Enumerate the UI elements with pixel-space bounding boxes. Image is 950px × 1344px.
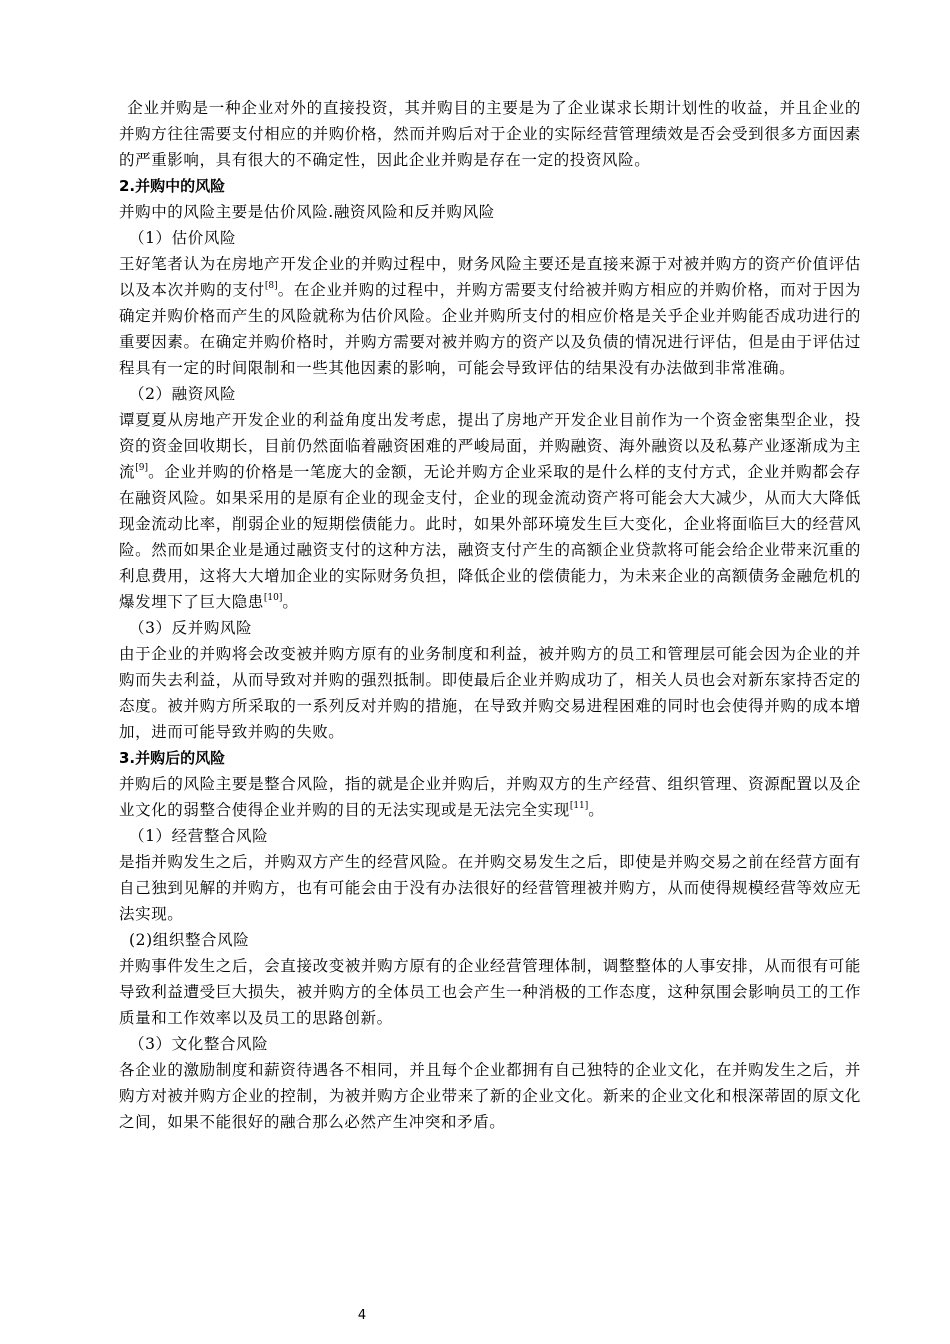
paragraph-during-merger-summary <box>119 199 861 225</box>
section-heading-during-merger: 2.并购中的风险 <box>119 177 226 195</box>
paragraph-organization-integration-risk <box>119 953 861 1031</box>
paragraph-text: 。 <box>282 593 299 611</box>
subheading-organization-integration-risk: (2)组织整合风险 <box>129 931 250 949</box>
subheading-financing-risk: （2）融资风险 <box>129 385 237 403</box>
paragraph-text: 各企业的激励制度和薪资待遇各不相同，并且每个企业都拥有自己独特的企业文化，在并购发生之后，并购方对被并购方企业的控制，为被并购方企业带来了新的企业文化。新来的企业文化和根深蒂固的原文化之间，如果不能很好的融合那么必然产生冲突和矛盾。 <box>119 1061 861 1131</box>
section-heading-post-merger: 3.并购后的风险 <box>119 749 226 767</box>
paragraph-text: 。在企业并购的过程中，并购方需要支付给被并购方相应的并购价格，而对于因为确定并购价格而产生的风险就称为估价风险。企业并购所支付的相应价格是关乎企业并购能否成功进行的重要因素。在确定并购价格时，并购方需要对被并购方的资产以及负债的情况进行评估，但是由于评估过程具有一定的时间限制和一些其他因素的影响，可能会导致评估的结果没有办法做到非常准确。 <box>119 281 861 377</box>
paragraph-intro-text: 企业并购是一种企业对外的直接投资，其并购目的主要是为了企业谋求长期计划性的收益，并且企业的并购方往往需要支付相应的并购价格，然而并购后对于企业的实际经营管理绩效是否会受到很多方面因素的严重影响，具有很大的不确定性，因此企业并购是存在一定的投资风险。 <box>119 99 861 169</box>
paragraph-text: 并购中的风险主要是估价风险.融资风险和反并购风险 <box>119 203 495 221</box>
citation-ref: [9] <box>135 463 148 473</box>
paragraph-text: 。 <box>588 801 605 819</box>
paragraph-text: 谭夏夏从房地产开发企业的利益角度出发考虑，提出了房地产开发企业目前作为一个资金密集型企业，投资的资金回收期长，目前仍然面临着融资困难的严峻局面，并购融资、海外融资以及私募产业逐渐成为主流 <box>119 411 861 481</box>
subheading-valuation-risk: （1）估价风险 <box>129 229 237 247</box>
paragraph-financing-risk <box>119 407 861 615</box>
subheading-anti-merger-risk: （3）反并购风险 <box>129 619 253 637</box>
paragraph-anti-merger-risk <box>119 641 861 745</box>
citation-ref: [10] <box>263 593 283 603</box>
paragraph-text: 是指并购发生之后，并购双方产生的经营风险。在并购交易发生之后，即使是并购交易之前在经营方面有自己独到见解的并购方，也有可能会由于没有办法很好的经营管理被并购方，从而使得规模经营等效应无法实现。 <box>119 853 861 923</box>
citation-ref: [11] <box>569 801 589 811</box>
paragraph-valuation-risk <box>119 251 861 381</box>
citation-ref: [8] <box>264 281 278 291</box>
paragraph-operation-integration-risk <box>119 849 861 927</box>
paragraph-culture-integration-risk <box>119 1057 861 1135</box>
paragraph-text: 并购事件发生之后，会直接改变被并购方原有的企业经营管理体制，调整整体的人事安排，从而很有可能导致利益遭受巨大损失，被并购方的全体员工也会产生一种消极的工作态度，这种氛围会影响员工的工作质量和工作效率以及员工的思路创新。 <box>119 957 861 1027</box>
paragraph-post-merger-summary <box>119 771 861 823</box>
document-body <box>119 95 861 1135</box>
paragraph-text: 并购后的风险主要是整合风险，指的就是企业并购后，并购双方的生产经营、组织管理、资源配置以及企业文化的弱整合使得企业并购的目的无法实现或是无法完全实现 <box>119 775 861 819</box>
subheading-culture-integration-risk: （3）文化整合风险 <box>129 1035 269 1053</box>
paragraph-text: 王好笔者认为在房地产开发企业的并购过程中，财务风险主要还是直接来源于对被并购方的资产价值评估以及本次并购的支付 <box>119 255 861 299</box>
subheading-operation-integration-risk: （1）经营整合风险 <box>129 827 269 845</box>
paragraph-text: 。企业并购的价格是一笔庞大的金额，无论并购方企业采取的是什么样的支付方式，企业并购都会存在融资风险。如果采用的是原有企业的现金支付，企业的现金流动资产将可能会大大减少，从而大大降低现金流动比率，削弱企业的短期偿债能力。此时，如果外部环境发生巨大变化，企业将面临巨大的经营风险。然而如果企业是通过融资支付的这种方法，融资支付产生的高额企业贷款将可能会给企业带来沉重的利息费用，这将大大增加企业的实际财务负担，降低企业的偿债能力，为未来企业的高额债务金融危机的爆发埋下了巨大隐患 <box>119 463 862 611</box>
paragraph-intro <box>119 95 861 173</box>
page-number: 4 <box>357 1308 367 1323</box>
paragraph-text: 由于企业的并购将会改变被并购方原有的业务制度和利益，被并购方的员工和管理层可能会因为企业的并购而失去利益，从而导致对并购的强烈抵制。即使最后企业并购成功了，相关人员也会对新东家持否定的态度。被并购方所采取的一系列反对并购的措施，在导致并购交易进程困难的同时也会使得并购的成本增加，进而可能导致并购的失败。 <box>119 645 861 741</box>
